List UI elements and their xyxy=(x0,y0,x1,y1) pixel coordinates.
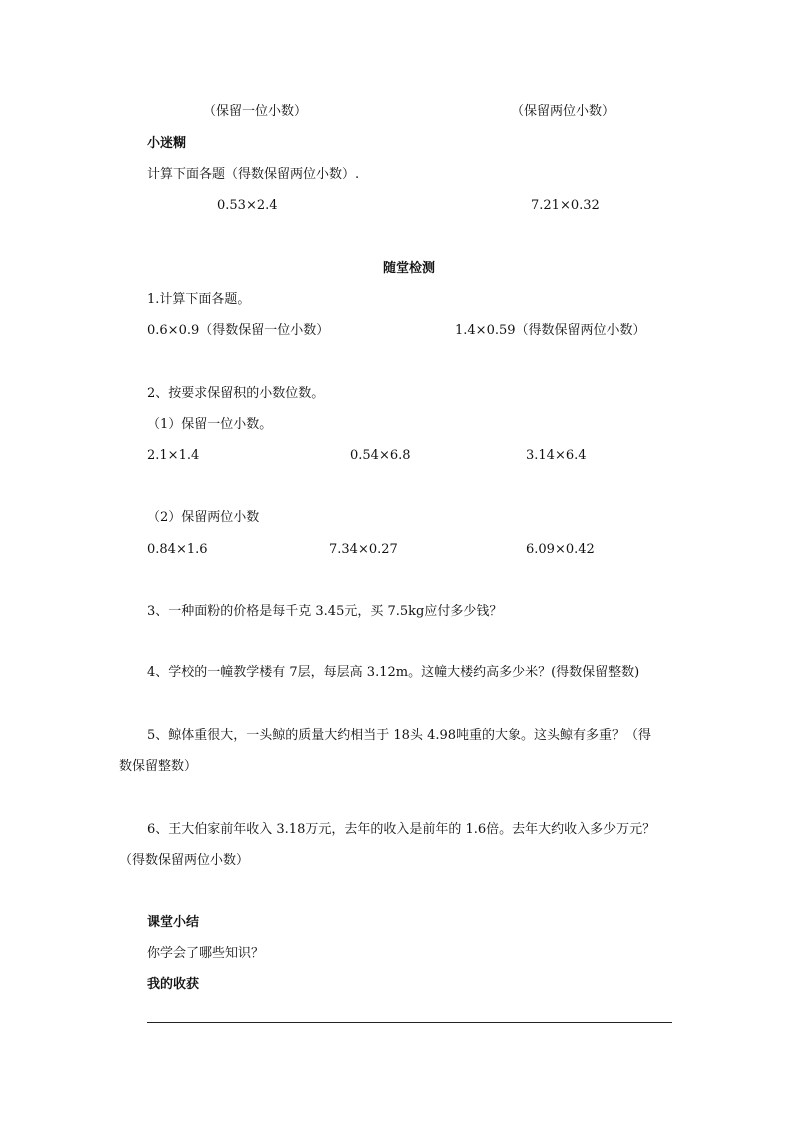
problem-item: 6.09×0.42 xyxy=(526,542,595,557)
harvest-label: 我的收获 xyxy=(147,977,200,992)
problem-item: 0.54×6.8 xyxy=(350,448,411,463)
problem-item: 0.84×1.6 xyxy=(147,542,208,557)
instruction-text: 计算下面各题（得数保留两位小数）. xyxy=(147,167,360,182)
question-3: 3、一种面粉的价格是每千克 3.45元，买 7.5kg应付多少钱？ xyxy=(147,604,503,619)
section-heading-summary: 课堂小结 xyxy=(147,915,200,930)
question-2: 2、按要求保留积的小数位数。 xyxy=(147,386,325,401)
note-one-decimal: （保留一位小数） xyxy=(203,104,308,119)
note-two-decimals: （保留两位小数） xyxy=(511,104,616,119)
question-6-line1: 6、王大伯家前年收入 3.18万元，去年的收入是前年的 1.6倍。去年大约收入多少万元？ xyxy=(147,822,656,837)
question-6-line2: （得数保留两位小数） xyxy=(119,853,250,868)
problem-item: 1.4×0.59（得数保留两位小数） xyxy=(455,323,646,338)
section-heading-xiaomihu: 小迷糊 xyxy=(147,136,187,151)
problem-item: 7.34×0.27 xyxy=(329,542,398,557)
problem-item: 7.21×0.32 xyxy=(531,198,600,213)
section-heading-suitangjiance: 随堂检测 xyxy=(383,261,436,276)
answer-line xyxy=(147,1022,672,1023)
question-5-line2: 数保留整数） xyxy=(119,759,198,774)
summary-question: 你学会了哪些知识？ xyxy=(147,946,265,961)
problem-item: 3.14×6.4 xyxy=(526,448,587,463)
problem-item: 2.1×1.4 xyxy=(147,448,200,463)
problem-item: 0.53×2.4 xyxy=(217,198,278,213)
problem-item: 0.6×0.9（得数保留一位小数） xyxy=(147,323,330,338)
question-1: 1.计算下面各题。 xyxy=(147,292,251,307)
question-2-part1-label: （1）保留一位小数。 xyxy=(147,417,273,432)
question-5-line1: 5、鲸体重很大，一头鲸的质量大约相当于 18头 4.98吨重的大象。这头鲸有多重？（得 xyxy=(147,728,652,743)
question-2-part2-label: （2）保留两位小数 xyxy=(147,510,260,525)
question-4: 4、学校的一幢教学楼有 7层，每层高 3.12m。这幢大楼约高多少米？(得数保留整数) xyxy=(147,665,640,680)
